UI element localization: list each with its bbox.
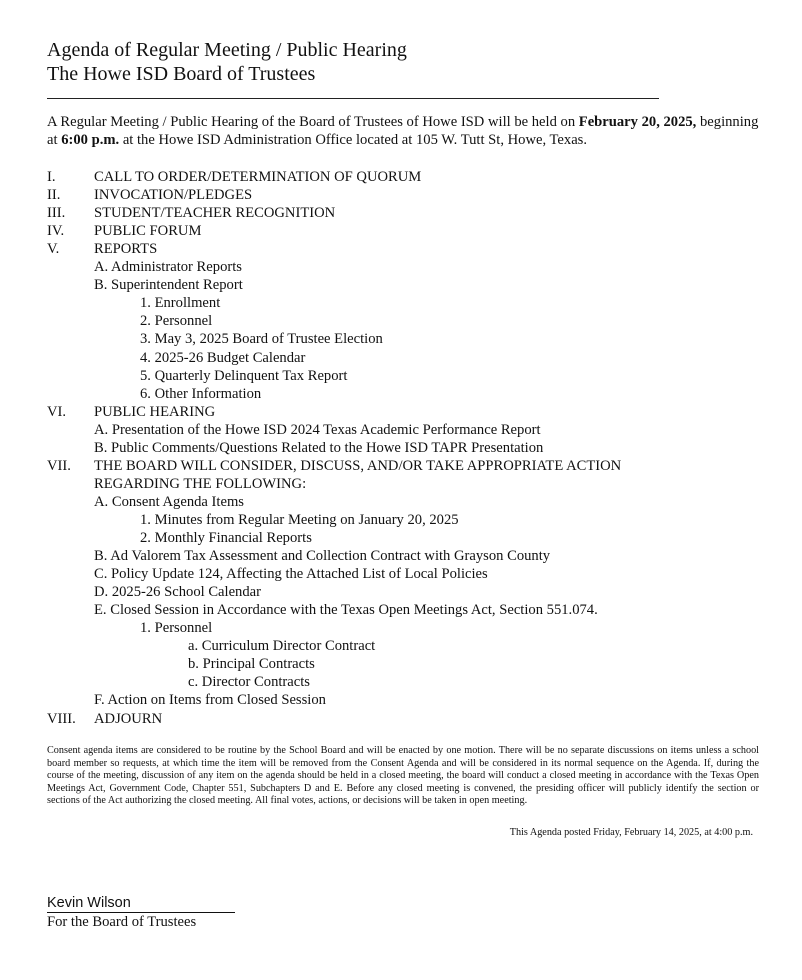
agenda-item	[0, 547, 802, 565]
agenda-item	[0, 493, 802, 511]
agenda-section	[0, 240, 802, 258]
agenda-item-text: b. Principal Contracts	[188, 656, 315, 673]
title-divider	[47, 98, 659, 99]
section-numeral: VIII.	[47, 710, 76, 727]
consent-agenda-notice: Consent agenda items are considered to be routine by the School Board and will be enacted by one motion. There will be no separate discussions on items unless a school board member so requests, at which time the item will be removed from the Consent Agenda and will be considered in its normal sequence on the Agenda. If, during the course of the meeting, discussion of any item on the agenda should be held in a closed meeting, the board will conduct a closed meeting in accordance with the Texas Open Meetings Act, Government Code, Chapter 551, Subchapters D and E. Before any closed meeting is convened, the presiding officer will publicly identify the section or sections of the Act authorizing the closed meeting. All final votes, actions, or decisions will be taken in open meeting.	[47, 745, 759, 807]
agenda-item-text: A. Consent Agenda Items	[94, 493, 244, 510]
agenda-item	[0, 421, 802, 439]
section-title: PUBLIC FORUM	[94, 223, 202, 240]
agenda-item-text: 2. Monthly Financial Reports	[140, 530, 312, 546]
agenda-item	[0, 330, 802, 348]
agenda-item	[0, 475, 802, 493]
posted-notice: This Agenda posted Friday, February 14, 2025, at 4:00 p.m.	[509, 827, 753, 838]
section-title: ADJOURN	[94, 710, 163, 727]
agenda-item-text: 1. Minutes from Regular Meeting on January 20, 2025	[140, 511, 459, 528]
agenda-item	[0, 349, 802, 367]
agenda-section	[0, 710, 802, 728]
agenda-item-text: B. Superintendent Report	[94, 277, 243, 294]
agenda-item-text: A. Administrator Reports	[94, 259, 242, 276]
agenda-item-text: D. 2025-26 School Calendar	[94, 584, 261, 601]
agenda-item	[0, 529, 802, 547]
section-numeral: IV.	[47, 223, 65, 240]
agenda-item	[0, 691, 802, 709]
section-title: STUDENT/TEACHER RECOGNITION	[94, 205, 336, 222]
section-numeral: III.	[47, 205, 66, 222]
agenda-item	[0, 619, 802, 637]
agenda-item-text: 3. May 3, 2025 Board of Trustee Election	[140, 331, 383, 348]
document-subtitle: The Howe ISD Board of Trustees	[47, 63, 316, 85]
agenda-section	[0, 168, 802, 186]
section-title: CALL TO ORDER/DETERMINATION OF QUORUM	[94, 169, 422, 185]
section-numeral: V.	[47, 241, 60, 258]
signatory-role: For the Board of Trustees	[47, 914, 197, 930]
agenda-item	[0, 637, 802, 655]
agenda-section	[0, 186, 802, 204]
agenda-item	[0, 601, 802, 619]
agenda-item	[0, 439, 802, 457]
meeting-date: February 20, 2025,	[578, 114, 697, 130]
agenda-section	[0, 403, 802, 421]
agenda-item-text: 4. 2025-26 Budget Calendar	[140, 349, 306, 366]
agenda-item-text: c. Director Contracts	[188, 674, 310, 691]
agenda-item	[0, 673, 802, 691]
agenda-item-text: C. Policy Update 124, Affecting the Attached List of Local Policies	[94, 566, 488, 583]
agenda-item-text: REGARDING THE FOLLOWING:	[94, 475, 307, 492]
meeting-announcement	[47, 113, 762, 149]
agenda-item	[0, 367, 802, 385]
intro-text-2: beginning at	[47, 114, 759, 148]
agenda-item	[0, 565, 802, 583]
agenda-item	[0, 583, 802, 601]
agenda-item-text: F. Action on Items from Closed Session	[94, 692, 326, 709]
agenda-section	[0, 204, 802, 222]
agenda-section	[0, 222, 802, 240]
agenda-item-text: 6. Other Information	[140, 385, 262, 402]
section-title: INVOCATION/PLEDGES	[94, 187, 253, 204]
agenda-section	[0, 457, 802, 475]
agenda-item-text: 1. Enrollment	[140, 295, 221, 312]
document-title: Agenda of Regular Meeting / Public Hearing	[47, 39, 407, 61]
agenda-item-text: 1. Personnel	[140, 620, 213, 637]
intro-text-3: at the Howe ISD Administration Office located at 105 W. Tutt St, Howe, Texas.	[119, 132, 587, 148]
section-title: THE BOARD WILL CONSIDER, DISCUSS, AND/OR TAKE APPROPRIATE ACTION	[94, 457, 622, 474]
agenda-item	[0, 312, 802, 330]
agenda-item-text: B. Ad Valorem Tax Assessment and Collection Contract with Grayson County	[94, 548, 551, 565]
section-numeral: II.	[47, 187, 61, 204]
agenda-item-text: 2. Personnel	[140, 313, 213, 330]
agenda-item	[0, 258, 802, 276]
agenda-item-text: a. Curriculum Director Contract	[188, 638, 376, 655]
agenda-item-text: A. Presentation of the Howe ISD 2024 Texas Academic Performance Report	[94, 421, 541, 438]
agenda-item	[0, 511, 802, 529]
agenda-item	[0, 276, 802, 294]
intro-text-1: A Regular Meeting / Public Hearing of the Board of Trustees of Howe ISD will be held on	[47, 114, 579, 130]
agenda-item	[0, 294, 802, 312]
agenda-item	[0, 655, 802, 673]
meeting-time: 6:00 p.m.	[61, 132, 120, 148]
section-numeral: I.	[47, 169, 56, 185]
agenda-item	[0, 385, 802, 403]
section-numeral: VI.	[47, 403, 67, 420]
section-numeral: VII.	[47, 457, 71, 474]
agenda-item-text: B. Public Comments/Questions Related to the Howe ISD TAPR Presentation	[94, 439, 544, 456]
signatory-name: Kevin Wilson	[47, 895, 235, 913]
agenda-item-text: E. Closed Session in Accordance with the Texas Open Meetings Act, Section 551.074.	[94, 602, 598, 619]
section-title: REPORTS	[94, 241, 158, 258]
section-title: PUBLIC HEARING	[94, 403, 216, 420]
agenda-item-text: 5. Quarterly Delinquent Tax Report	[140, 367, 348, 384]
